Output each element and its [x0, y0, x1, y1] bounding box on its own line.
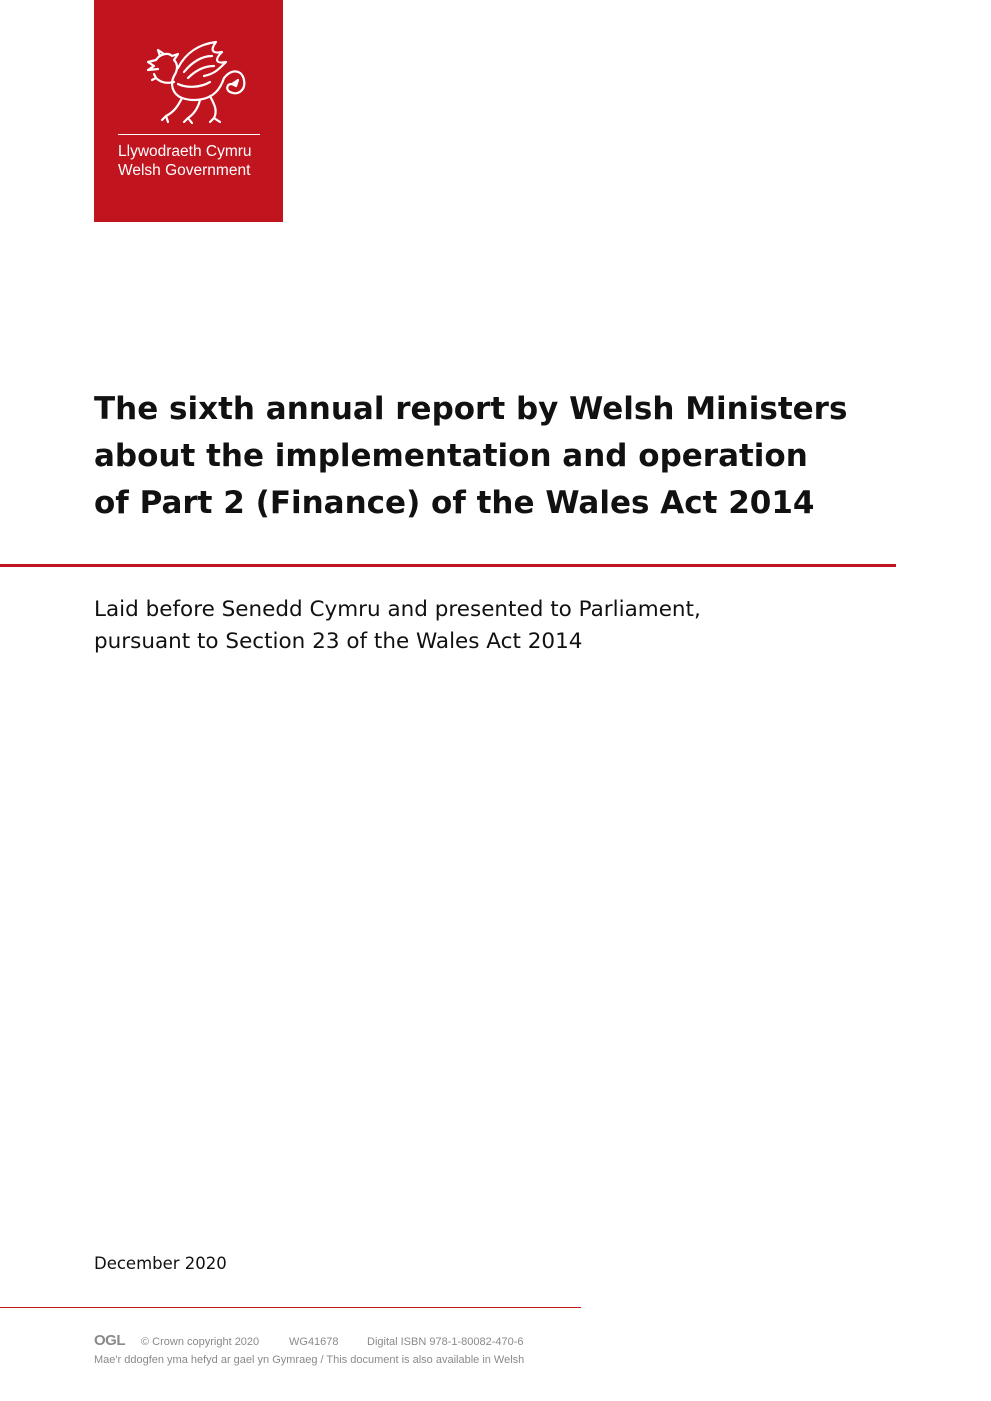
org-name-english: Welsh Government — [118, 162, 251, 179]
isbn-number: Digital ISBN 978-1-80082-470-6 — [367, 1336, 524, 1348]
document-reference: WG41678 — [289, 1336, 339, 1348]
copyright-notice: © Crown copyright 2020 — [141, 1336, 260, 1348]
subtitle-line: Laid before Senedd Cymru and presented to Parliament, — [94, 597, 701, 622]
publication-date: December 2020 — [94, 1254, 227, 1273]
language-availability: Mae'r ddogfen yma hefyd ar gael yn Gymraeg / This document is also available in Welsh — [94, 1354, 525, 1366]
logo-divider — [118, 134, 260, 135]
title-divider — [0, 564, 896, 567]
document-title — [94, 386, 894, 527]
footer-divider — [0, 1307, 581, 1308]
title-line: The sixth annual report by Welsh Ministers — [94, 391, 848, 427]
title-line: about the implementation and operation — [94, 438, 808, 474]
title-line: of Part 2 (Finance) of the Wales Act 2014 — [94, 485, 815, 521]
org-name-welsh: Llywodraeth Cymru — [118, 143, 252, 160]
welsh-dragon-icon — [134, 38, 254, 130]
document-subtitle — [94, 594, 894, 658]
subtitle-line: pursuant to Section 23 of the Wales Act 2014 — [94, 629, 583, 654]
ogl-logo: OGL — [94, 1332, 125, 1349]
welsh-government-logo — [94, 0, 283, 222]
